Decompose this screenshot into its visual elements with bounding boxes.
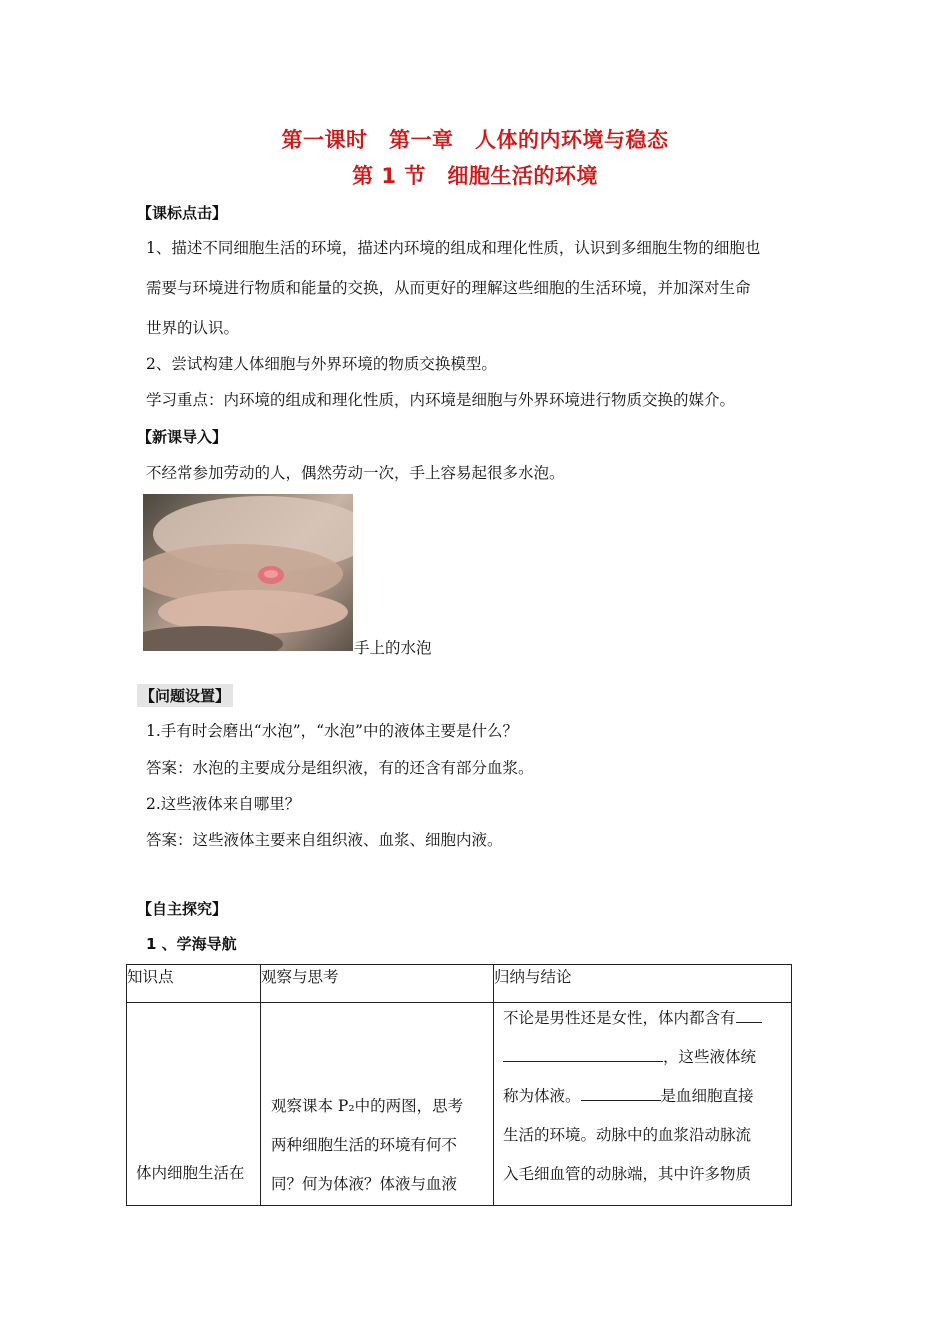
- cell-line: ，这些液体统: [663, 1048, 757, 1066]
- text-line: 需要与环境进行物质和能量的交换，从而更好的理解这些细胞的生活环境，并加深对生命: [146, 279, 751, 297]
- photo-caption: 手上的水泡: [354, 639, 432, 657]
- intro-text: 不经常参加劳动的人，偶然劳动一次，手上容易起很多水泡。: [146, 464, 565, 482]
- heading-kebiao: 【课标点击】: [137, 204, 228, 222]
- answer-line: 答案：这些液体主要来自组织液、血浆、细胞内液。: [146, 831, 503, 849]
- cell-line: 生活的环境。动脉中的血浆沿动脉流: [503, 1126, 752, 1144]
- table-cell: [261, 1003, 494, 1206]
- heading-xuehai: 1 、学海导航: [146, 935, 237, 953]
- cell-line: 两种细胞生活的环境有何不: [271, 1136, 458, 1154]
- text-line: 世界的认识。: [146, 319, 240, 337]
- text-line: 学习重点：内环境的组成和理化性质，内环境是细胞与外界环境进行物质交换的媒介。: [146, 391, 736, 409]
- cell-line: 入毛细血管的动脉端，其中许多物质: [503, 1165, 752, 1183]
- cell-observe: [271, 1087, 463, 1204]
- fill-blank[interactable]: [503, 1045, 663, 1062]
- page-title: 第一课时 第一章 人体的内环境与稳态: [281, 128, 669, 152]
- text-line: 2、尝试构建人体细胞与外界环境的物质交换模型。: [146, 355, 497, 373]
- answer-line: 答案：水泡的主要成分是组织液，有的还含有部分血浆。: [146, 759, 534, 777]
- fill-blank[interactable]: [736, 1006, 762, 1023]
- cell-line: 是血细胞直接: [660, 1087, 754, 1105]
- hand-illustration: [143, 494, 353, 651]
- study-table: [126, 964, 792, 1206]
- table-header: 归纳与结论: [494, 965, 792, 1003]
- table-row: [127, 1003, 792, 1206]
- question-line: 1.手有时会磨出“水泡”，“水泡”中的液体主要是什么？: [146, 722, 518, 740]
- cell-line: 同？何为体液？体液与血液: [271, 1175, 458, 1193]
- cell-line: 观察课本 P₂中的两图，思考: [271, 1097, 464, 1115]
- table-cell: [494, 1003, 792, 1206]
- text-line: 1、描述不同细胞生活的环境，描述内环境的组成和理化性质，认识到多细胞生物的细胞也: [146, 239, 761, 257]
- question-line: 2.这些液体来自哪里？: [146, 795, 301, 813]
- heading-zizhu: 【自主探究】: [137, 900, 228, 918]
- fill-blank[interactable]: [581, 1084, 661, 1101]
- cell-line: 称为体液。: [503, 1087, 581, 1105]
- table-header: 观察与思考: [261, 965, 494, 1003]
- table-header: 知识点: [127, 965, 261, 1003]
- table-header-row: [127, 965, 792, 1003]
- heading-wenti: 【问题设置】: [137, 684, 233, 707]
- table-cell: [127, 1003, 261, 1206]
- heading-xinke: 【新课导入】: [137, 428, 228, 446]
- cell-topic: 体内细胞生活在: [136, 1164, 245, 1182]
- cell-line: 不论是男性还是女性，体内都含有: [503, 1009, 736, 1027]
- blister-photo: [143, 494, 353, 651]
- cell-conclusion: [503, 999, 762, 1194]
- section-title: 第 1 节 细胞生活的环境: [352, 164, 598, 188]
